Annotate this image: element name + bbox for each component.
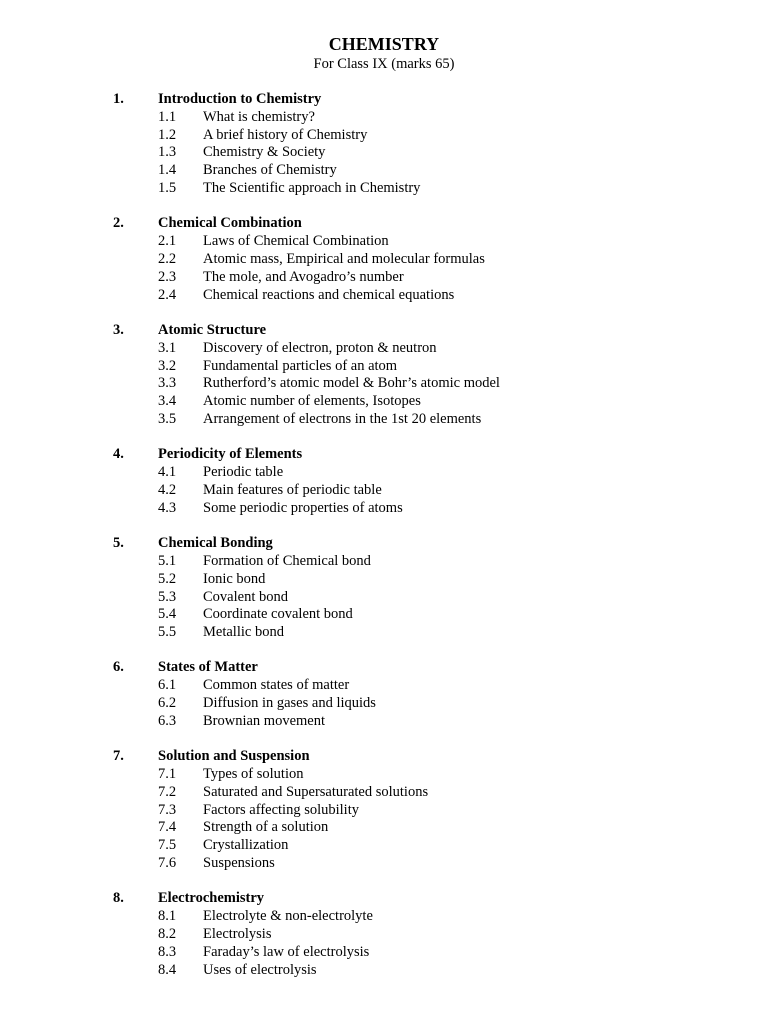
list-item xyxy=(0,162,768,180)
item-number: 4.2 xyxy=(158,481,177,498)
list-item xyxy=(0,589,768,607)
item-number: 1.4 xyxy=(158,162,177,179)
item-text: Factors affecting solubility xyxy=(203,801,359,818)
section-title: States of Matter xyxy=(158,659,258,676)
list-item xyxy=(0,500,768,518)
item-number: 3.2 xyxy=(158,357,177,374)
item-text: Fundamental particles of an atom xyxy=(203,357,398,374)
section-title: Periodicity of Elements xyxy=(158,446,303,463)
list-item xyxy=(0,233,768,251)
list-item xyxy=(0,926,768,944)
item-text: Main features of periodic table xyxy=(203,481,382,498)
item-text: Atomic mass, Empirical and molecular formulas xyxy=(203,250,485,267)
item-number: 5.5 xyxy=(158,624,177,641)
list-item xyxy=(0,287,768,305)
item-number: 4.1 xyxy=(158,464,177,481)
item-text: Brownian movement xyxy=(203,712,326,729)
list-item xyxy=(0,340,768,358)
section-number: 3. xyxy=(113,321,124,338)
section-heading xyxy=(0,446,768,464)
item-text: Strength of a solution xyxy=(203,819,329,836)
item-text: Formation of Chemical bond xyxy=(203,552,371,569)
item-text: Saturated and Supersaturated solutions xyxy=(203,783,429,800)
item-text: Covalent bond xyxy=(203,588,288,605)
section-heading xyxy=(0,890,768,908)
item-text: Discovery of electron, proton & neutron xyxy=(203,339,437,356)
section-number: 1. xyxy=(113,91,124,107)
item-text: Laws of Chemical Combination xyxy=(203,233,389,250)
section-number: 2. xyxy=(113,215,124,232)
item-number: 3.4 xyxy=(158,393,177,410)
list-item xyxy=(0,784,768,802)
item-number: 2.2 xyxy=(158,250,177,267)
list-item xyxy=(0,393,768,411)
item-number: 3.3 xyxy=(158,375,177,392)
list-item xyxy=(0,482,768,500)
item-number: 7.4 xyxy=(158,819,177,836)
item-number: 2.4 xyxy=(158,286,177,303)
item-number: 1.3 xyxy=(158,144,177,161)
section-heading xyxy=(0,748,768,766)
syllabus-section xyxy=(0,748,768,873)
item-text: Some periodic properties of atoms xyxy=(203,499,403,516)
section-number: 4. xyxy=(113,446,124,463)
item-number: 4.3 xyxy=(158,499,177,516)
list-item xyxy=(0,411,768,429)
item-number: 6.2 xyxy=(158,695,177,712)
syllabus-section xyxy=(0,535,768,642)
item-text: Periodic table xyxy=(203,464,284,481)
item-number: 7.6 xyxy=(158,855,177,872)
item-text: Suspensions xyxy=(203,855,275,872)
item-text: Chemical reactions and chemical equations xyxy=(203,286,455,303)
section-heading xyxy=(0,91,768,109)
section-heading xyxy=(0,215,768,233)
item-text: Atomic number of elements, Isotopes xyxy=(203,393,421,410)
syllabus-sections xyxy=(0,91,768,997)
item-number: 8.1 xyxy=(158,908,177,925)
list-item xyxy=(0,819,768,837)
list-item xyxy=(0,802,768,820)
item-number: 1.1 xyxy=(158,108,177,125)
list-item xyxy=(0,962,768,980)
section-number: 7. xyxy=(113,748,124,765)
list-item xyxy=(0,908,768,926)
item-text: Uses of electrolysis xyxy=(203,961,317,978)
list-item xyxy=(0,695,768,713)
item-number: 3.1 xyxy=(158,339,177,356)
section-title: Atomic Structure xyxy=(158,321,267,338)
item-text: The mole, and Avogadro’s number xyxy=(203,268,404,285)
section-title: Introduction to Chemistry xyxy=(158,91,322,107)
item-number: 7.2 xyxy=(158,783,177,800)
item-number: 3.5 xyxy=(158,410,177,427)
item-number: 1.2 xyxy=(158,126,177,143)
item-text: Faraday’s law of electrolysis xyxy=(203,943,370,960)
section-title: Chemical Bonding xyxy=(158,535,273,552)
list-item xyxy=(0,606,768,624)
list-item xyxy=(0,713,768,731)
item-number: 2.3 xyxy=(158,268,177,285)
list-item xyxy=(0,766,768,784)
section-heading xyxy=(0,659,768,677)
item-text: A brief history of Chemistry xyxy=(203,126,368,143)
item-text: Crystallization xyxy=(203,837,289,854)
section-heading xyxy=(0,535,768,553)
item-number: 5.3 xyxy=(158,588,177,605)
item-number: 6.3 xyxy=(158,712,177,729)
list-item xyxy=(0,375,768,393)
section-title: Chemical Combination xyxy=(158,215,302,232)
list-item xyxy=(0,269,768,287)
section-number: 6. xyxy=(113,659,124,676)
syllabus-section xyxy=(0,890,768,979)
item-number: 2.1 xyxy=(158,233,177,250)
section-heading xyxy=(0,322,768,340)
list-item xyxy=(0,837,768,855)
list-item xyxy=(0,358,768,376)
item-number: 1.5 xyxy=(158,179,177,196)
syllabus-section xyxy=(0,215,768,304)
list-item xyxy=(0,624,768,642)
item-text: Rutherford’s atomic model & Bohr’s atomic model xyxy=(203,375,500,392)
item-number: 8.3 xyxy=(158,943,177,960)
item-number: 8.2 xyxy=(158,926,177,943)
item-text: Branches of Chemistry xyxy=(203,162,337,179)
section-number: 8. xyxy=(113,890,124,907)
list-item xyxy=(0,144,768,162)
item-text: Electrolysis xyxy=(203,926,272,943)
list-item xyxy=(0,553,768,571)
list-item xyxy=(0,127,768,145)
item-text: Chemistry & Society xyxy=(203,144,326,161)
page-title: CHEMISTRY xyxy=(328,34,440,54)
page-subtitle: For Class IX (marks 65) xyxy=(313,56,455,72)
list-item xyxy=(0,571,768,589)
list-item xyxy=(0,464,768,482)
item-number: 5.1 xyxy=(158,552,177,569)
syllabus-section xyxy=(0,91,768,198)
list-item xyxy=(0,251,768,269)
item-text: Metallic bond xyxy=(203,624,284,641)
item-text: Arrangement of electrons in the 1st 20 elements xyxy=(203,410,482,427)
item-text: Electrolyte & non-electrolyte xyxy=(203,908,373,925)
item-number: 7.5 xyxy=(158,837,177,854)
item-text: Coordinate covalent bond xyxy=(203,606,353,623)
list-item xyxy=(0,180,768,198)
item-text: What is chemistry? xyxy=(203,108,315,125)
list-item xyxy=(0,944,768,962)
list-item xyxy=(0,677,768,695)
item-number: 8.4 xyxy=(158,961,177,978)
syllabus-section xyxy=(0,322,768,429)
syllabus-section xyxy=(0,446,768,517)
item-number: 7.3 xyxy=(158,801,177,818)
section-title: Electrochemistry xyxy=(158,890,265,907)
item-number: 7.1 xyxy=(158,766,177,783)
item-number: 5.4 xyxy=(158,606,177,623)
item-text: Types of solution xyxy=(203,766,304,783)
section-title: Solution and Suspension xyxy=(158,748,310,765)
section-number: 5. xyxy=(113,535,124,552)
list-item xyxy=(0,855,768,873)
item-text: Ionic bond xyxy=(203,570,266,587)
list-item xyxy=(0,109,768,127)
item-number: 5.2 xyxy=(158,570,177,587)
item-text: Common states of matter xyxy=(203,677,350,694)
syllabus-section xyxy=(0,659,768,730)
item-number: 6.1 xyxy=(158,677,177,694)
item-text: The Scientific approach in Chemistry xyxy=(203,179,421,196)
item-text: Diffusion in gases and liquids xyxy=(203,695,376,712)
